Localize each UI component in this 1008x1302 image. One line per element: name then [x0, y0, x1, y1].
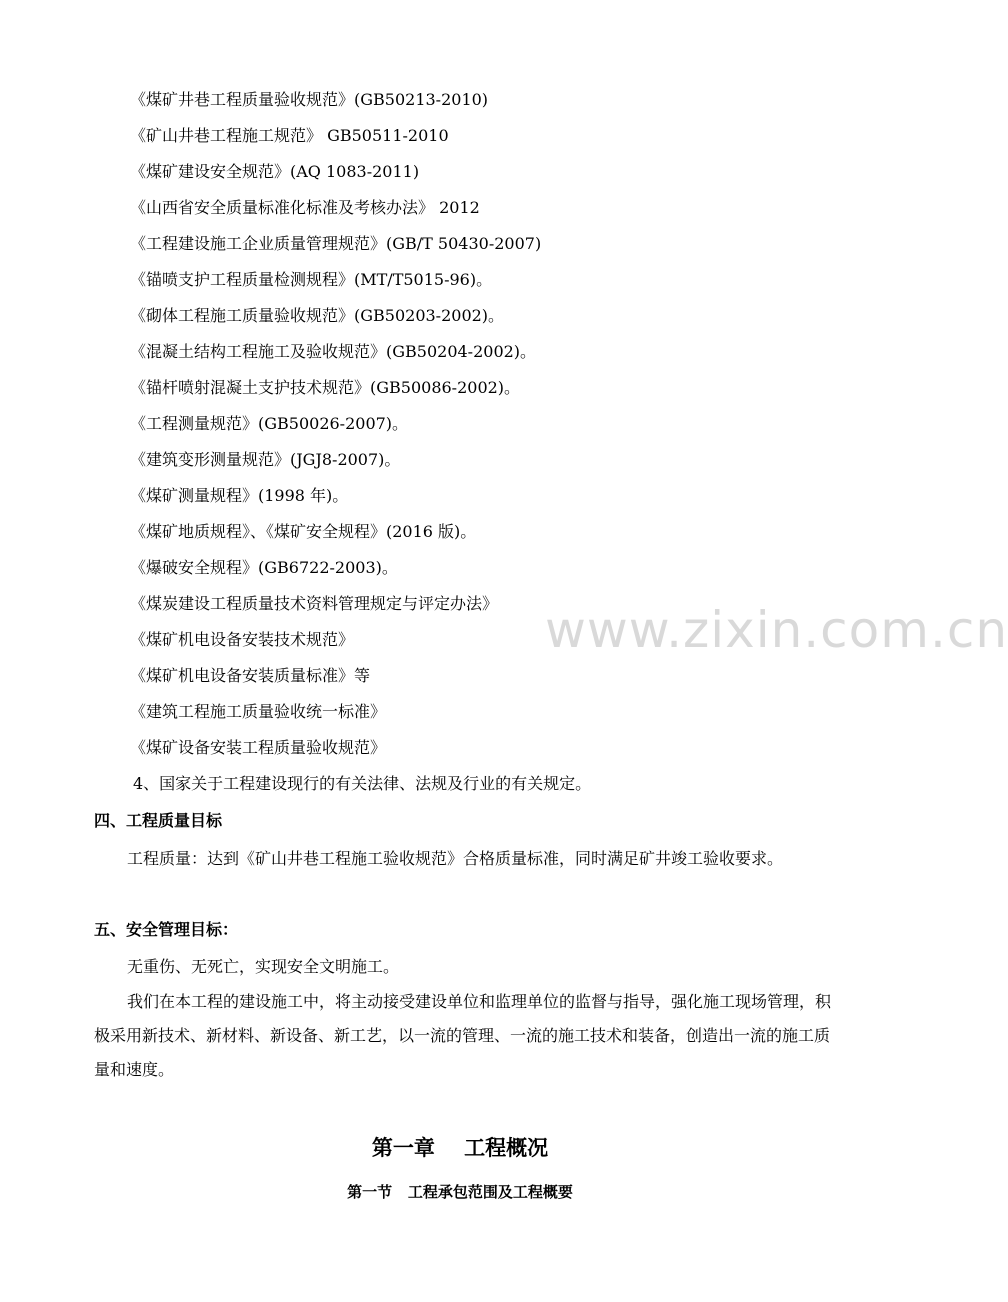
section-title: 第一节 工程承包范围及工程概要 [347, 1183, 573, 1201]
standard-item: 《煤矿设备安装工程质量验收规范》 [130, 738, 387, 757]
standards-list [130, 86, 541, 770]
standard-item: 《工程测量规范》(GB50026-2007)。 [130, 414, 409, 433]
standard-item: 《建筑工程施工质量验收统一标准》 [130, 702, 387, 721]
standard-item: 《锚喷支护工程质量检测规程》(MT/T5015-96)。 [130, 270, 493, 289]
standard-item: 《煤矿井巷工程质量验收规范》(GB50213-2010) [130, 90, 489, 109]
standard-item: 《煤炭建设工程质量技术资料管理规定与评定办法》 [130, 594, 499, 613]
standard-item: 《煤矿建设安全规范》(AQ 1083-2011) [130, 162, 420, 181]
chapter-title: 第一章 工程概况 [371, 1136, 549, 1160]
standard-item: 《矿山井巷工程施工规范》 GB50511-2010 [130, 126, 449, 145]
standard-item: 《混凝土结构工程施工及验收规范》(GB50204-2002)。 [130, 342, 537, 361]
standard-item: 《山西省安全质量标准化标准及考核办法》 2012 [130, 198, 480, 217]
clause-4-laws-regulations: 4、国家关于工程建设现行的有关法律、法规及行业的有关规定。 [133, 774, 592, 793]
watermark: www.zixin.com.cn [545, 601, 1008, 659]
standard-item: 《煤矿机电设备安装技术规范》 [130, 630, 355, 649]
safety-target-heading: 五、安全管理目标： [94, 920, 239, 939]
standard-item: 《煤矿机电设备安装质量标准》等 [130, 666, 371, 685]
standard-item: 《爆破安全规程》(GB6722-2003)。 [130, 558, 398, 577]
standard-item: 《建筑变形测量规范》(JGJ8-2007)。 [130, 450, 401, 469]
quality-target-heading: 四、工程质量目标 [94, 811, 223, 830]
standard-item: 《煤矿地质规程》、《煤矿安全规程》(2016 版)。 [130, 522, 477, 541]
commitment-paragraph: 我们在本工程的建设施工中，将主动接受建设单位和监理单位的监督与指导，强化施工现场管理，积极采用新技术、新材料、新设备、新工艺，以一流的管理、一流的施工技术和装备，创造出一流的施工质量和速度。 [94, 992, 832, 1079]
standard-item: 《工程建设施工企业质量管理规范》(GB/T 50430-2007) [130, 234, 542, 253]
standard-item: 《煤矿测量规程》(1998 年)。 [130, 486, 349, 505]
safety-target-text: 无重伤、无死亡，实现安全文明施工。 [127, 957, 400, 976]
quality-target-text: 工程质量：达到《矿山井巷工程施工验收规范》合格质量标准，同时满足矿井竣工验收要求。 [127, 849, 784, 868]
standard-item: 《锚杆喷射混凝土支护技术规范》(GB50086-2002)。 [130, 378, 521, 397]
standard-item: 《砌体工程施工质量验收规范》(GB50203-2002)。 [130, 306, 505, 325]
